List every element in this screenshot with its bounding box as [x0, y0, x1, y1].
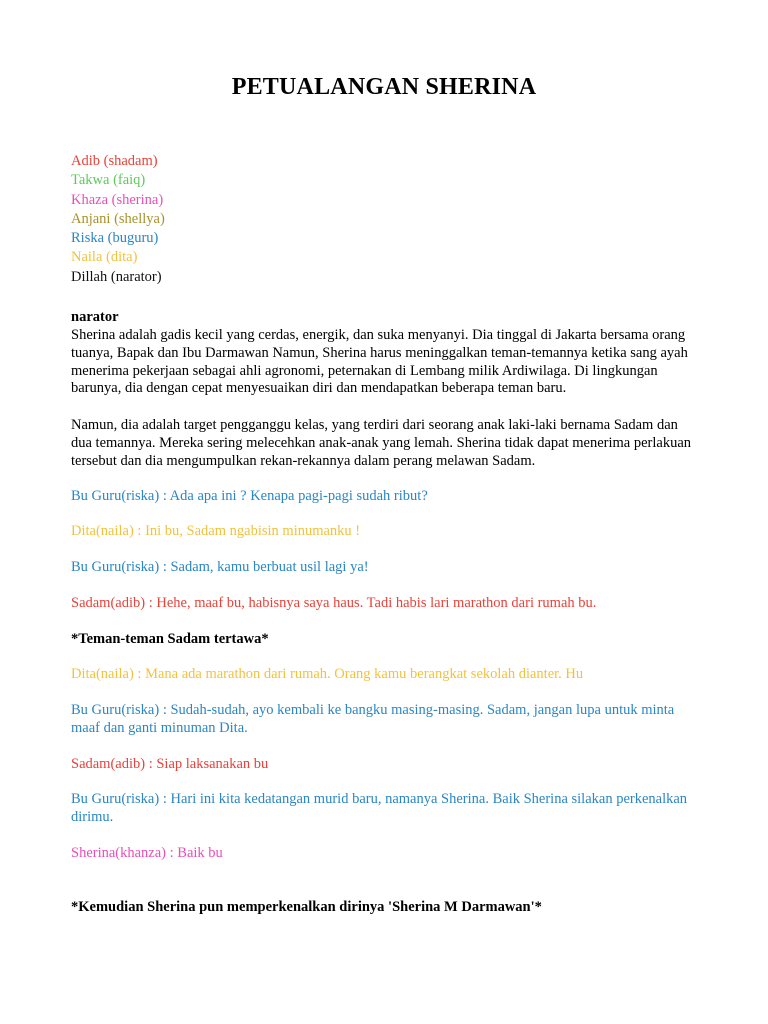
dialogue-line-1: Bu Guru(riska) : Ada apa ini ? Kenapa pagi-pagi sudah ribut? — [71, 488, 428, 504]
dialogue-line-7: Sadam(adib) : Siap laksanakan bu — [71, 756, 269, 772]
dialogue-line-8: Bu Guru(riska) : Hari ini kita kedatangan murid baru, namanya Sherina. Baik Sherina silakan perkenalkan dirimu. — [71, 791, 688, 825]
cast-item-anjani: Anjani (shellya) — [71, 210, 165, 227]
dialogue-line-2: Dita(naila) : Ini bu, Sadam ngabisin minumanku ! — [71, 523, 361, 539]
cast-item-takwa: Takwa (faiq) — [71, 172, 146, 189]
narration-paragraph-2: Namun, dia adalah target pengganggu kelas, yang terdiri dari seorang anak laki-laki bernama Sadam dan dua temannya. Mereka sering melecehkan anak-anak yang lemah. Sherina tidak dapat menerima perlakuan tersebut dan dia mengumpulkan rekan-rekannya dalam perang melawan Sadam. — [71, 417, 692, 469]
dialogue-line-3: Bu Guru(riska) : Sadam, kamu berbuat usil lagi ya! — [71, 559, 369, 575]
document-title: PETUALANGAN SHERINA — [231, 74, 537, 100]
narator-heading: narator — [71, 309, 119, 325]
cast-item-khaza: Khaza (sherina) — [71, 191, 164, 208]
dialogue-line-6: Bu Guru(riska) : Sudah-sudah, ayo kembali ke bangku masing-masing. Sadam, jangan lupa untuk minta maaf dan ganti minuman Dita. — [71, 702, 675, 736]
narration-paragraph-1: Sherina adalah gadis kecil yang cerdas, energik, dan suka menyanyi. Dia tinggal di Jakarta bersama orang tuanya, Bapak dan Ibu Darmawan Namun, Sherina harus meninggalkan teman-temannya ketika sang ayah menerima pekerjaan sebagai ahli agronomi, peternakan di Lembang milik Ardiwilaga. Di lingkungan barunya, dia dengan cepat menyesuaikan diri dan mendapatkan beberapa teman baru. — [71, 327, 688, 397]
dialogue-line-4: Sadam(adib) : Hehe, maaf bu, habisnya saya haus. Tadi habis lari marathon dari rumah bu. — [71, 595, 597, 611]
dialogue-line-9: Sherina(khanza) : Baik bu — [71, 845, 223, 861]
dialogue-line-5: Dita(naila) : Mana ada marathon dari rumah. Orang kamu berangkat sekolah dianter. Hu — [71, 666, 584, 682]
stage-direction-1: *Teman-teman Sadam tertawa* — [71, 631, 269, 647]
cast-item-naila: Naila (dita) — [71, 249, 138, 266]
stage-direction-2: *Kemudian Sherina pun memperkenalkan dirinya 'Sherina M Darmawan'* — [71, 899, 542, 915]
cast-list — [71, 152, 165, 287]
cast-item-adib: Adib (shadam) — [71, 153, 158, 169]
cast-item-dillah: Dillah (narator) — [71, 268, 162, 285]
cast-item-riska: Riska (buguru) — [71, 230, 159, 247]
